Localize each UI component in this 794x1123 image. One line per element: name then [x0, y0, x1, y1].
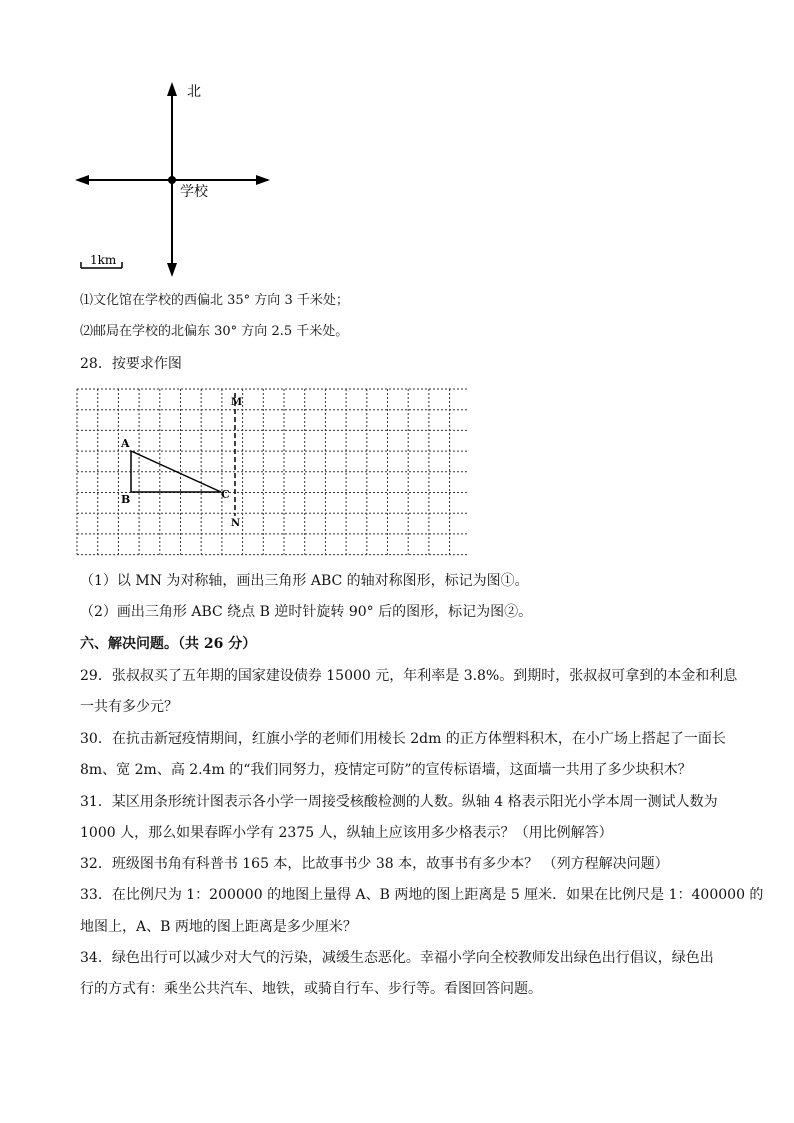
q27-item-1: ⑴文化馆在学校的西偏北 35° 方向 3 千米处；	[80, 293, 349, 308]
school-point	[168, 176, 176, 184]
dotted-grid	[77, 389, 468, 555]
q29-line1: 29．张叔叔买了五年期的国家建设债券 15000 元，年利率是 3.8%。到期时，张叔叔可拿到的本金和利息	[80, 668, 738, 684]
label-b: B	[121, 493, 131, 506]
q33-line1: 33．在比例尺为 1：200000 的地图上量得 A、B 两地的图上距离是 5 厘米．如果在比例尺是 1：400000 的	[80, 887, 764, 903]
q31-line2: 1000 人，那么如果春晖小学有 2375 人，纵轴上应该用多少格表示？（用比例解答）	[80, 825, 613, 841]
north-arrowhead	[167, 82, 177, 96]
label-a: A	[121, 437, 130, 450]
q34-line1: 34．绿色出行可以减少对大气的污染，减缓生态恶化。幸福小学向全校教师发出绿色出行倡议，绿色出	[80, 950, 714, 966]
q28-task-2: （2）画出三角形 ABC 绕点 B 逆时针旋转 90° 后的图形，标记为图②。	[80, 604, 533, 620]
compass-diagram	[70, 78, 280, 283]
south-arrowhead	[167, 263, 177, 277]
grid-figure	[76, 388, 468, 558]
scale-label: 1km	[90, 253, 117, 267]
q30-line2: 8m、宽 2m、高 2.4m 的“我们同努力，疫情定可防”的宣传标语墙，这面墙一共用了多少块积木？	[80, 762, 692, 778]
q27-item-2: ⑵邮局在学校的北偏东 30° 方向 2.5 千米处。	[80, 324, 349, 339]
school-label: 学校	[180, 184, 208, 200]
q33-line2: 地图上，A、B 两地的图上距离是多少厘米？	[80, 919, 357, 935]
section6-heading: 六、解决问题。（共 26 分）	[80, 636, 257, 652]
label-c: C	[221, 488, 230, 501]
west-arrowhead	[75, 175, 89, 185]
q28-title: 28．按要求作图	[80, 356, 182, 372]
north-label: 北	[187, 84, 201, 100]
triangle-abc	[131, 451, 221, 492]
label-m: M	[231, 397, 243, 408]
q28-task-1: （1）以 MN 为对称轴，画出三角形 ABC 的轴对称图形，标记为图①。	[80, 573, 529, 589]
q34-line2: 行的方式有：乘坐公共汽车、地铁，或骑自行车、步行等。看图回答问题。	[80, 981, 542, 997]
q32-line1: 32．班级图书角有科普书 165 本，比故事书少 38 本，故事书有多少本？ （列方程解决问题）	[80, 856, 669, 872]
label-n: N	[231, 518, 241, 529]
q29-line2: 一共有多少元？	[80, 699, 178, 715]
q30-line1: 30．在抗击新冠疫情期间，红旗小学的老师们用棱长 2dm 的正方体塑料积木，在小广场上搭起了一面长	[80, 731, 726, 747]
east-arrowhead	[256, 175, 270, 185]
q31-line1: 31．某区用条形统计图表示各小学一周接受核酸检测的人数。纵轴 4 格表示阳光小学本周一测试人数为	[80, 794, 718, 810]
